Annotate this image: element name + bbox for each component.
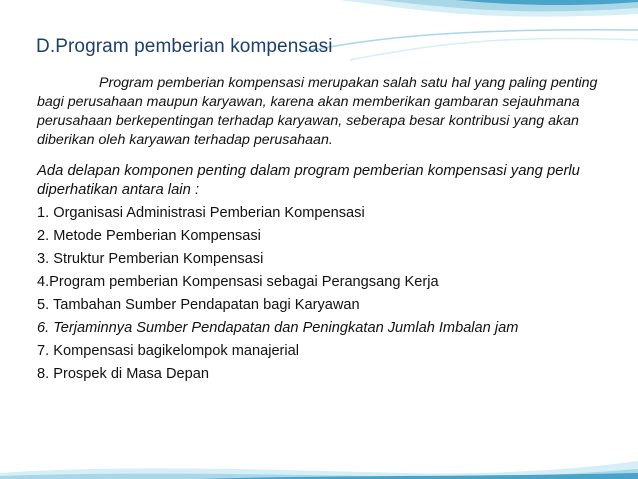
list-item: 6. Terjaminnya Sumber Pendapatan dan Peningkatan Jumlah Imbalan jam xyxy=(37,320,519,336)
list-item: 7. Kompensasi bagikelompok manajerial xyxy=(37,343,300,359)
bottom-wave-decoration xyxy=(0,439,638,479)
slide-content xyxy=(37,74,605,388)
list-item: 3. Struktur Pemberian Kompensasi xyxy=(37,251,264,267)
list-item: 4.Program pemberian Kompensasi sebagai Perangsang Kerja xyxy=(37,274,439,290)
list-item: 8. Prospek di Masa Depan xyxy=(37,366,209,382)
slide-title: D.Program pemberian kompensasi xyxy=(36,36,333,57)
component-list xyxy=(37,204,605,383)
top-wave-decoration xyxy=(0,0,638,70)
paragraph-text: Program pemberian kompensasi merupakan salah satu hal yang paling penting bagi perusahaan maupun karyawan, karena akan memberikan gambaran sejauhmana perusahaan berkepentingan terhadap karyawan, seberapa besar kontribusi yang akan diberikan oleh karyawan terhadap perusahaan. xyxy=(37,75,598,148)
list-item: 1. Organisasi Administrasi Pemberian Kompensasi xyxy=(37,205,365,221)
paragraph xyxy=(37,74,605,150)
list-item: 5. Tambahan Sumber Pendapatan bagi Karyawan xyxy=(37,297,360,313)
list-item: 2. Metode Pemberian Kompensasi xyxy=(37,228,261,244)
intro-text: Ada delapan komponen penting dalam program pemberian kompensasi yang perlu diperhatikan antara lain : xyxy=(37,163,580,198)
